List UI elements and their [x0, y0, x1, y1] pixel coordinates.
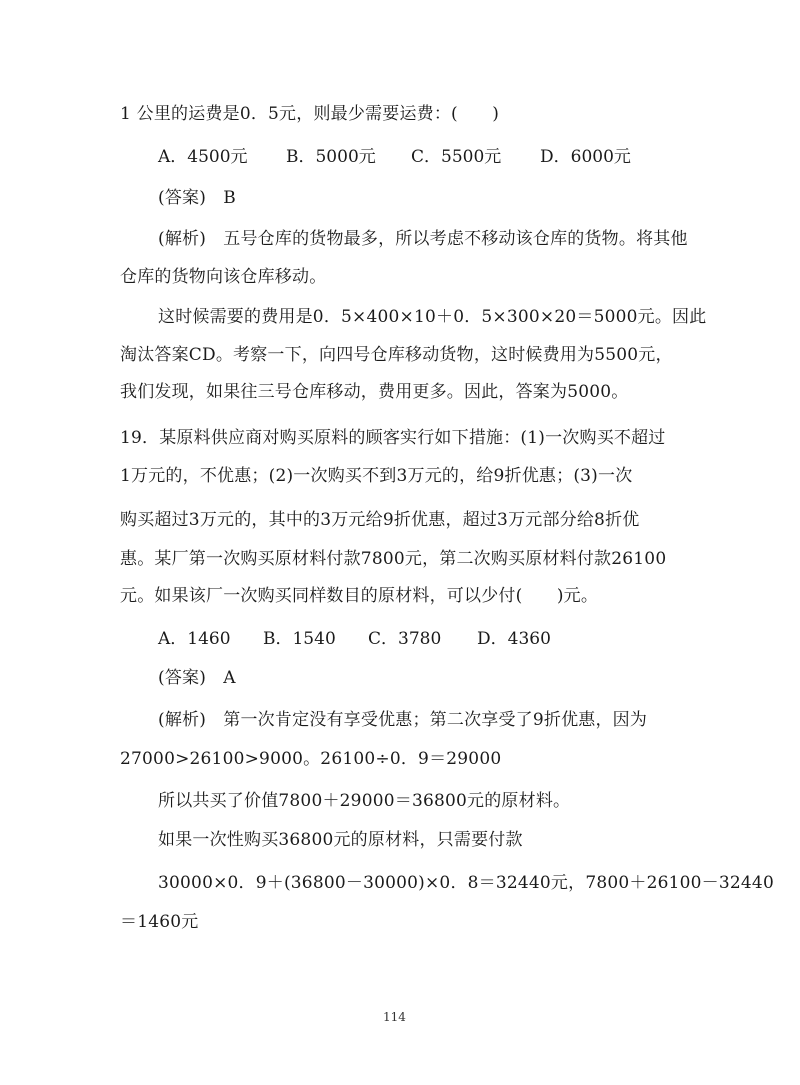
q18-option-d: D．6000元 — [540, 147, 631, 167]
q18-analysis-line-4: 淘汰答案CD。考察一下，向四号仓库移动货物，这时候费用为5500元， — [120, 345, 673, 365]
q19-analysis-line-1: (解析) 第一次肯定没有享受优惠；第二次享受了9折优惠，因为 — [158, 710, 648, 730]
question-continuation: 1 公里的运费是0．5元，则最少需要运费：( ) — [120, 104, 500, 124]
q19-analysis-line-5: 30000×0．9＋(36800－30000)×0．8＝32440元，7800＋26100－32440 — [158, 873, 774, 893]
q19-option-b: B．1540 — [263, 629, 336, 649]
q18-option-c: C．5500元 — [411, 147, 502, 167]
q18-answer: (答案) B — [158, 188, 236, 208]
q19-stem-line-1: 19．某原料供应商对购买原料的顾客实行如下措施：(1)一次购买不超过 — [120, 428, 666, 448]
page-number: 114 — [383, 1010, 406, 1024]
q19-stem-line-5: 元。如果该厂一次购买同样数目的原材料，可以少付( )元。 — [120, 586, 599, 606]
q18-analysis-line-5: 我们发现，如果往三号仓库移动，费用更多。因此，答案为5000。 — [120, 382, 629, 402]
q19-stem-line-3: 购买超过3万元的，其中的3万元给9折优惠，超过3万元部分给8折优 — [120, 510, 640, 530]
q18-analysis-line-1: (解析) 五号仓库的货物最多，所以考虑不移动该仓库的货物。将其他 — [158, 229, 688, 249]
q19-option-a: A．1460 — [158, 629, 231, 649]
q19-answer: (答案) A — [158, 668, 236, 688]
q19-option-d: D．4360 — [477, 629, 551, 649]
q19-analysis-line-3: 所以共买了价值7800＋29000＝36800元的原材料。 — [158, 791, 571, 811]
q19-options — [158, 628, 551, 650]
q19-analysis-line-4: 如果一次性购买36800元的原材料，只需要付款 — [158, 830, 523, 850]
q19-option-c: C．3780 — [368, 629, 442, 649]
q18-option-b: B．5000元 — [286, 147, 376, 167]
q19-analysis-line-2: 27000>26100>9000。26100÷0．9＝29000 — [120, 749, 502, 769]
q19-analysis-line-6: ＝1460元 — [120, 912, 199, 932]
q19-stem-line-2: 1万元的，不优惠；(2)一次购买不到3万元的，给9折优惠；(3)一次 — [120, 466, 633, 486]
q18-options — [158, 146, 638, 168]
q18-analysis-line-2: 仓库的货物向该仓库移动。 — [120, 267, 327, 287]
q19-stem-line-4: 惠。某厂第一次购买原材料付款7800元，第二次购买原材料付款26100 — [120, 549, 667, 569]
q18-option-a: A．4500元 — [158, 147, 248, 167]
q18-analysis-line-3: 这时候需要的费用是0．5×400×10＋0．5×300×20＝5000元。因此 — [158, 307, 707, 327]
